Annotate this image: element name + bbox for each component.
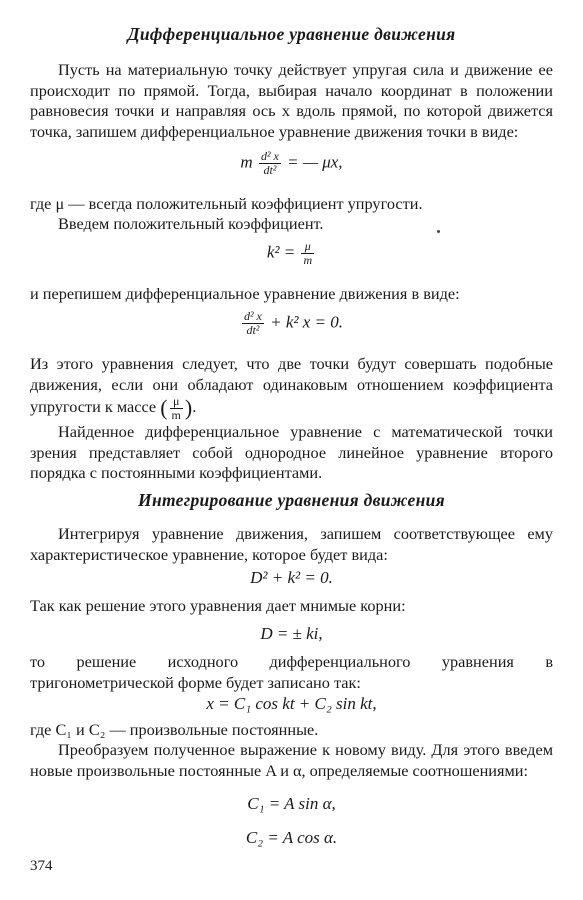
- fraction-numerator: d² x: [260, 149, 279, 163]
- fraction-numerator: μ: [301, 240, 314, 254]
- paragraph-setup: Пусть на материальную точку действует упругая сила и движение ее происходит по прямой. Тогда, выбирая начало координат в положении равновесия точки и направляя ось x вдоль прямой, по которой движется точка, запишем дифференциальное уравнение движения точки в виде:: [30, 60, 553, 141]
- paragraph-transform: Преобразуем полученное выражение к новому виду. Для этого введем новые произвольные постоянные A и α, определяемые соотношениями:: [30, 740, 553, 780]
- print-speck: [437, 230, 440, 233]
- mu-over-m-fraction: [170, 395, 183, 422]
- fraction-numerator: d² x: [243, 309, 262, 323]
- equation-normalized: [30, 310, 553, 337]
- fraction-denominator: dt²: [263, 163, 277, 177]
- equation-motion-rest: = — μx,: [287, 152, 343, 172]
- equation-k-lead: k² =: [266, 242, 300, 262]
- equation-motion-lead: m: [240, 152, 253, 172]
- equation-k-squared: [30, 240, 553, 267]
- fraction-numerator: μ: [170, 395, 183, 409]
- equation-roots: D = ± ki,: [260, 624, 323, 643]
- fraction-denominator: m: [303, 253, 313, 267]
- paragraph-characteristic: Интегрируя уравнение движения, запишем соответствующее ему характеристическое уравнение, которое будет вида:: [30, 524, 553, 564]
- right-paren: ): [184, 395, 193, 421]
- equation-characteristic: D² + k² = 0.: [250, 568, 333, 587]
- equation-c2: C₂ = A cos α.: [245, 828, 338, 847]
- paragraph-similar-motion: [30, 354, 553, 422]
- equation-normalized-rest: + k² x = 0.: [270, 312, 344, 332]
- section-heading-differential-equation: Дифференциальное уравнение движения: [127, 24, 456, 44]
- fraction-denominator: m: [171, 408, 181, 423]
- paragraph-rewrite: и перепишем дифференциальное уравнение движения в виде:: [30, 284, 460, 303]
- equation-k-fraction: [301, 240, 314, 267]
- paragraph-introduce-k: Введем положительный коэффициент.: [58, 214, 324, 233]
- left-paren: (: [160, 395, 168, 421]
- paragraph-similar-motion-text: Из этого уравнения следует, что две точки будут совершать подобные движения, если они обладают одинаковым отношением коэффициента упругости к массе: [30, 354, 553, 417]
- equation-c1: C₁ = A sin α,: [247, 794, 336, 813]
- paragraph-mu-definition: где μ — всегда положительный коэффициент упругости.: [30, 194, 423, 213]
- paragraph-linear-equation: Найденное дифференциальное уравнение с математической точки зрения представляет собой однородное линейное уравнение второго порядка с постоянными коэффициентами.: [30, 422, 553, 483]
- equation-motion-fraction: [259, 150, 281, 177]
- equation-normalized-fraction: [242, 310, 264, 337]
- equation-general-solution: x = C₁ cos kt + C₂ sin kt,: [206, 694, 377, 713]
- sentence-end: .: [192, 397, 197, 417]
- paragraph-imaginary-roots: Так как решение этого уравнения дает мнимые корни:: [30, 596, 406, 615]
- equation-motion: [30, 150, 553, 177]
- paragraph-constants: где C₁ и C₂ — произвольные постоянные.: [30, 720, 319, 739]
- page-number: 374: [30, 858, 53, 874]
- section-heading-integration: Интегрирование уравнения движения: [138, 490, 445, 510]
- fraction-denominator: dt²: [246, 323, 260, 337]
- paragraph-trig-form: то решение исходного дифференциального уравнения в тригонометрической форме будет записано так:: [30, 652, 553, 692]
